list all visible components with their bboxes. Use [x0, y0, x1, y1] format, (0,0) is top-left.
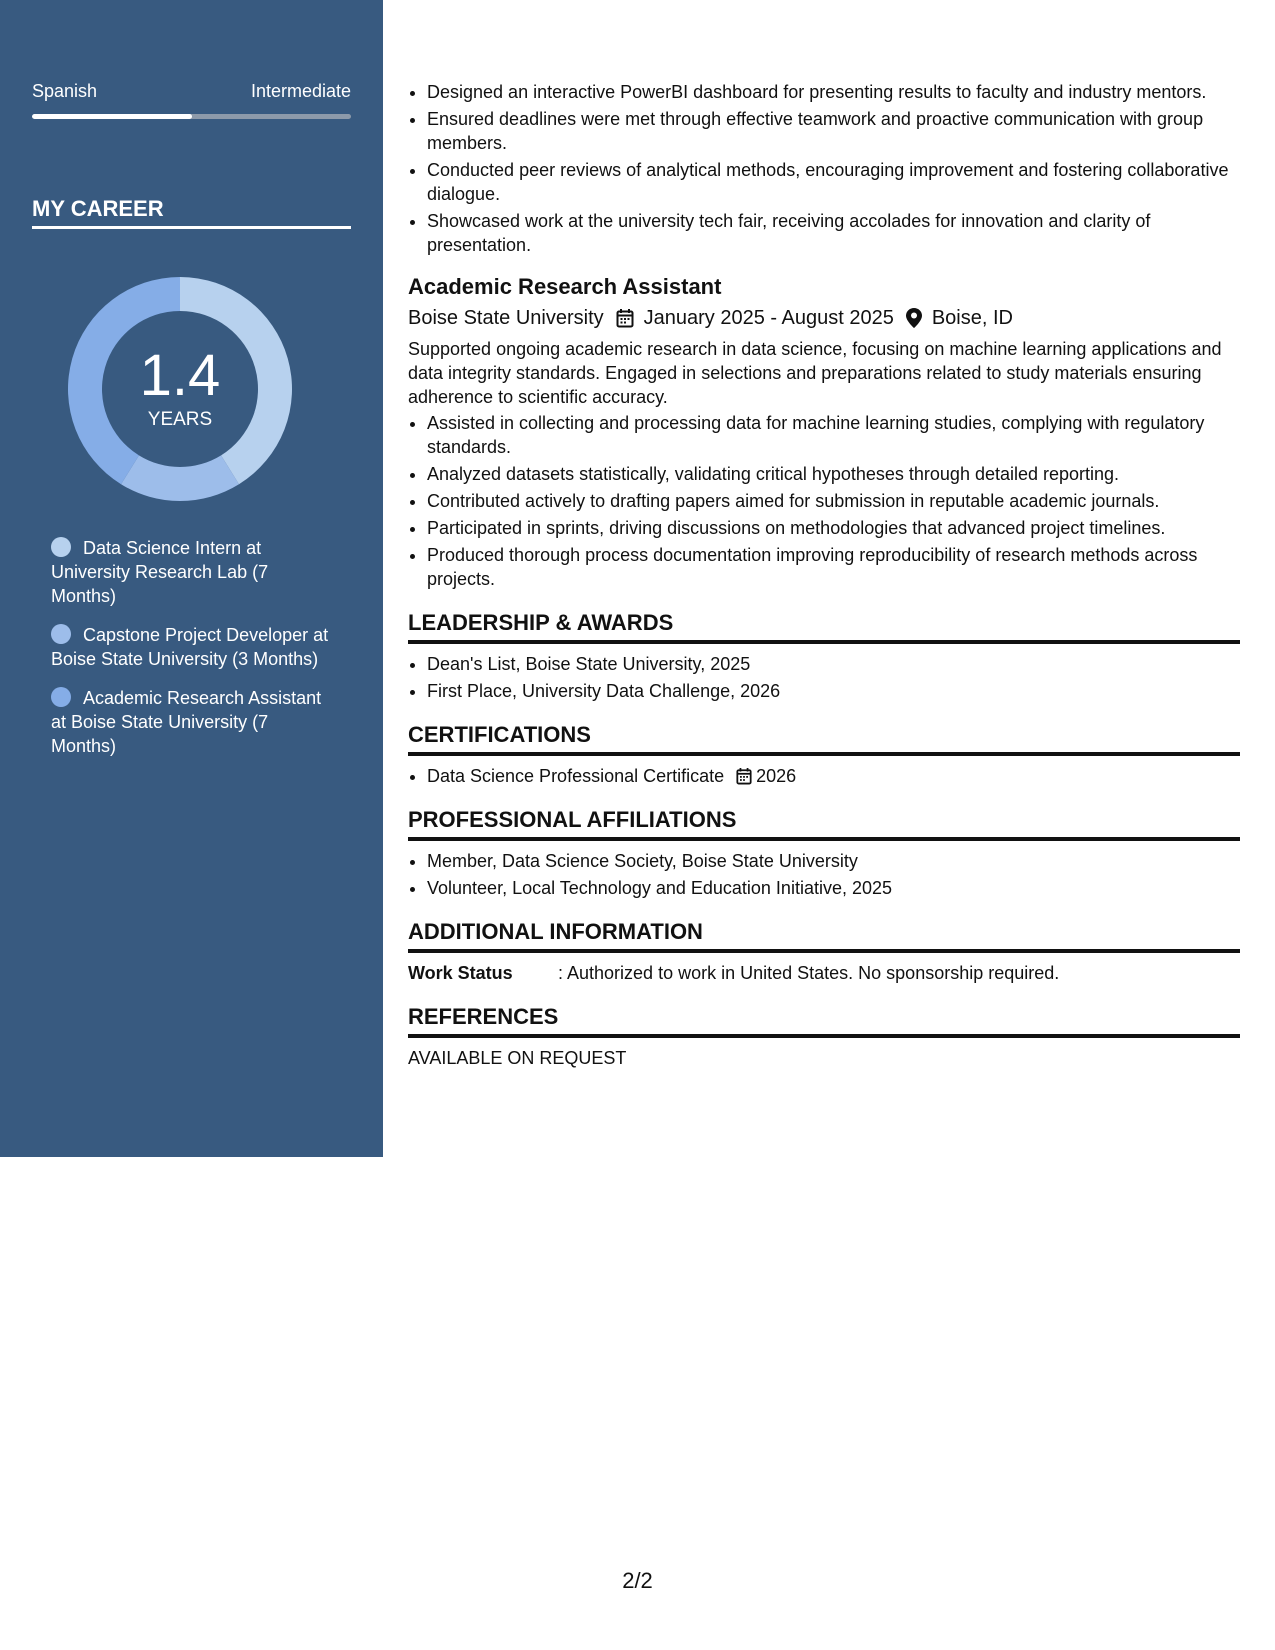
career-item-label: Academic Research Assistant at Boise State University (7 Months) [51, 688, 322, 756]
bullet-item: • Designed an interactive PowerBI dashboard for presenting results to faculty and industry mentors. [427, 80, 1240, 104]
career-total-value: 1.4 [139, 343, 221, 408]
job-meta [408, 305, 1240, 331]
location-pin-icon [906, 308, 922, 328]
additional-info-heading: ADDITIONAL INFORMATION [408, 918, 1240, 953]
leadership-heading: LEADERSHIP & AWARDS [408, 609, 1240, 644]
calendar-icon [616, 308, 634, 328]
career-item-label: Data Science Intern at University Research Lab (7 Months) [51, 538, 269, 606]
bullet-item: • Participated in sprints, driving discussions on methodologies that advanced project timelines. [427, 516, 1240, 540]
language-level: Intermediate [250, 81, 351, 101]
certifications-heading: CERTIFICATIONS [408, 721, 1240, 756]
career-heading: MY CAREER [32, 196, 351, 229]
leadership-list [408, 652, 1240, 703]
language-name: Spanish [32, 81, 98, 101]
bullet-item: • Contributed actively to drafting papers aimed for submission in reputable academic journals. [427, 489, 1240, 513]
bullet-item: • Dean's List, Boise State University, 2025 [427, 652, 1240, 676]
language-row [32, 81, 351, 102]
bullet-item: • Showcased work at the university tech fair, receiving accolades for innovation and clarity of presentation. [427, 209, 1240, 257]
bullet-item: • Ensured deadlines were met through effective teamwork and proactive communication with group members. [427, 107, 1240, 155]
sidebar [0, 0, 383, 1157]
career-item-label: Capstone Project Developer at Boise State University (3 Months) [51, 625, 329, 669]
bullet-item: • First Place, University Data Challenge, 2026 [427, 679, 1240, 703]
career-total-unit: YEARS [147, 409, 213, 430]
bullet-item: • Volunteer, Local Technology and Education Initiative, 2025 [427, 876, 1240, 900]
references-heading: REFERENCES [408, 1003, 1240, 1038]
career-donut-center [65, 274, 295, 504]
career-dot [51, 624, 71, 644]
language-proficiency-fill [32, 114, 192, 119]
job-company: Boise State University [408, 307, 604, 329]
job-description: Supported ongoing academic research in data science, focusing on machine learning applications and data integrity standards. Engaged in selections and preparations related to study materials ensuring adherence to scientific accuracy. [408, 339, 1222, 407]
bullet-item: • Assisted in collecting and processing data for machine learning studies, complying with regulatory standards. [427, 411, 1240, 459]
affiliations-list [408, 849, 1240, 900]
work-status-label: Work Status [408, 963, 513, 983]
career-list [51, 536, 331, 773]
job-dates: January 2025 - August 2025 [643, 307, 894, 329]
certifications-list [408, 764, 1240, 788]
work-status-value: : Authorized to work in United States. No sponsorship required. [558, 963, 1060, 983]
bullet-item: • Analyzed datasets statistically, validating critical hypotheses through detailed reporting. [427, 462, 1240, 486]
references-text: AVAILABLE ON REQUEST [408, 1048, 627, 1068]
career-dot [51, 537, 71, 557]
bullet-item: • Produced thorough process documentation improving reproducibility of research methods across projects. [427, 543, 1240, 591]
main-content [408, 80, 1240, 1070]
affiliations-heading: PROFESSIONAL AFFILIATIONS [408, 806, 1240, 841]
certification-name: • Data Science Professional Certificate [427, 766, 725, 786]
career-item [51, 623, 331, 671]
page-number: 2/2 [622, 1568, 653, 1593]
previous-job-bullets [408, 80, 1240, 257]
job-location: Boise, ID [931, 307, 1013, 329]
job-title: Academic Research Assistant [408, 274, 722, 299]
language-proficiency-bar [32, 114, 351, 119]
career-dot [51, 687, 71, 707]
calendar-icon [736, 767, 752, 785]
work-status-row [408, 961, 1240, 985]
career-item [51, 536, 331, 608]
job-bullets [408, 411, 1240, 591]
certification-item [427, 764, 1240, 788]
bullet-item: • Conducted peer reviews of analytical methods, encouraging improvement and fostering collaborative dialogue. [427, 158, 1240, 206]
certification-year: 2026 [756, 766, 797, 786]
bullet-item: • Member, Data Science Society, Boise State University [427, 849, 1240, 873]
career-item [51, 686, 331, 758]
